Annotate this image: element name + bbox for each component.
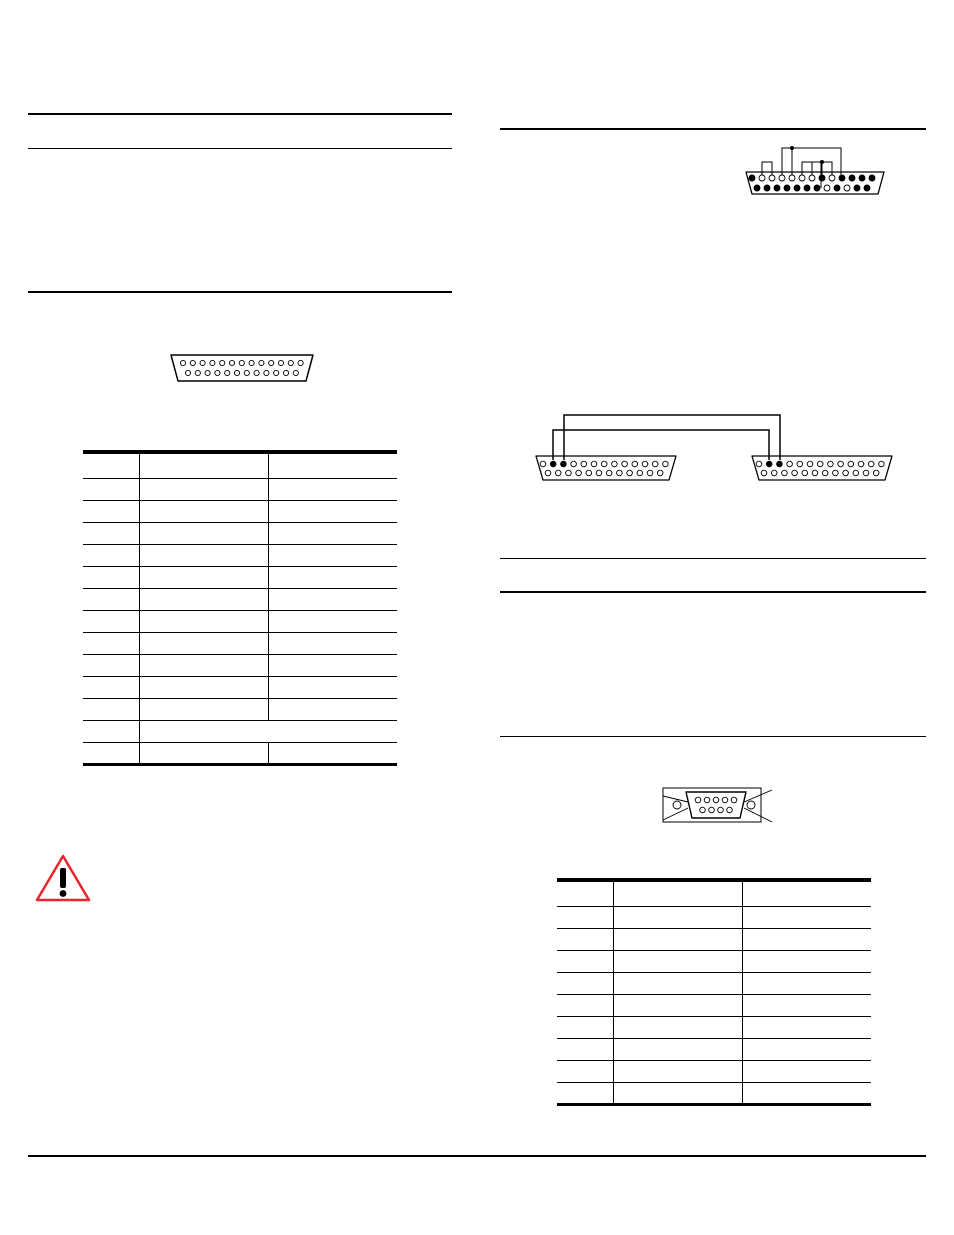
connector-pin bbox=[779, 175, 785, 181]
signal-cell bbox=[139, 743, 268, 765]
table-row bbox=[83, 523, 397, 545]
signal-cell bbox=[139, 479, 268, 501]
signal-cell bbox=[613, 907, 742, 929]
connector-pin bbox=[652, 461, 658, 467]
connector-pin bbox=[792, 470, 798, 476]
connector-pin bbox=[819, 175, 825, 181]
connector-pin bbox=[807, 461, 813, 467]
connector-pin bbox=[288, 360, 293, 365]
header-cell bbox=[268, 452, 397, 479]
section-rule bbox=[28, 113, 452, 115]
description-cell bbox=[742, 1039, 871, 1061]
connector-pin bbox=[200, 360, 205, 365]
connector-pin bbox=[848, 461, 854, 467]
connector-pin bbox=[606, 470, 612, 476]
connector-pin bbox=[234, 370, 239, 375]
signal-cell bbox=[139, 567, 268, 589]
connector-pin bbox=[695, 797, 701, 803]
table-row bbox=[557, 995, 871, 1017]
description-cell bbox=[268, 523, 397, 545]
connector-pin bbox=[838, 461, 844, 467]
connector-pin bbox=[215, 370, 220, 375]
pin-cell bbox=[83, 523, 139, 545]
footer-rule bbox=[28, 1155, 926, 1157]
connector-pin bbox=[622, 461, 628, 467]
pin-cell bbox=[83, 677, 139, 699]
connector-pin bbox=[637, 470, 643, 476]
pin-cell bbox=[83, 655, 139, 677]
description-cell bbox=[268, 677, 397, 699]
connector-pin bbox=[812, 470, 818, 476]
table-row bbox=[83, 479, 397, 501]
connector-pin bbox=[657, 470, 663, 476]
connector-pin bbox=[249, 360, 254, 365]
connector-pin bbox=[794, 185, 800, 191]
connector-pin bbox=[293, 370, 298, 375]
db25-connector-diagram bbox=[168, 352, 316, 386]
pin-cell bbox=[83, 633, 139, 655]
connector-pin bbox=[709, 807, 715, 813]
null-modem-cable-diagram bbox=[530, 408, 900, 484]
table-header-row bbox=[83, 452, 397, 479]
connector-pin bbox=[754, 185, 760, 191]
description-cell bbox=[742, 995, 871, 1017]
connector-pin bbox=[617, 470, 623, 476]
pinout-table-db9 bbox=[557, 878, 871, 1106]
signal-cell bbox=[139, 655, 268, 677]
connector-pin bbox=[844, 185, 850, 191]
connector-pin bbox=[555, 470, 561, 476]
pin-cell bbox=[83, 699, 139, 721]
table-row bbox=[83, 589, 397, 611]
connector-pin bbox=[283, 370, 288, 375]
section-rule bbox=[28, 291, 452, 293]
connector-pin bbox=[756, 461, 762, 467]
connector-pin bbox=[576, 470, 582, 476]
table-row bbox=[83, 501, 397, 523]
connector-pin bbox=[853, 470, 859, 476]
description-cell bbox=[742, 1083, 871, 1105]
table-row bbox=[83, 677, 397, 699]
connector-pin bbox=[769, 175, 775, 181]
connector-pin bbox=[784, 185, 790, 191]
connector-pin bbox=[704, 797, 710, 803]
table-row bbox=[557, 951, 871, 973]
description-cell bbox=[742, 907, 871, 929]
description-cell bbox=[268, 611, 397, 633]
connector-pin bbox=[759, 175, 765, 181]
connector-pin bbox=[220, 360, 225, 365]
connector-pin bbox=[627, 470, 633, 476]
connector-pin bbox=[873, 470, 879, 476]
connector-pin bbox=[571, 461, 577, 467]
signal-cell bbox=[139, 677, 268, 699]
pinout-table-db25 bbox=[83, 450, 397, 766]
connector-pin bbox=[771, 470, 777, 476]
connector-pin bbox=[799, 175, 805, 181]
signal-cell bbox=[613, 929, 742, 951]
connector-pin bbox=[777, 461, 783, 467]
connector-pin bbox=[632, 461, 638, 467]
pin-cell bbox=[83, 611, 139, 633]
connector-pin bbox=[766, 461, 772, 467]
connector-pin bbox=[190, 360, 195, 365]
pin-cell bbox=[557, 1083, 613, 1105]
signal-cell bbox=[613, 1039, 742, 1061]
pin-cell bbox=[83, 567, 139, 589]
signal-cell bbox=[139, 633, 268, 655]
signal-cell bbox=[613, 995, 742, 1017]
connector-pin bbox=[849, 175, 855, 181]
description-cell bbox=[268, 567, 397, 589]
table-row bbox=[83, 633, 397, 655]
connector-pin bbox=[586, 470, 592, 476]
table-row bbox=[557, 907, 871, 929]
connector-pin bbox=[591, 461, 597, 467]
signal-cell bbox=[139, 611, 268, 633]
connector-pin bbox=[269, 360, 274, 365]
connector-pin bbox=[869, 175, 875, 181]
connector-pin bbox=[774, 185, 780, 191]
connector-pin bbox=[822, 470, 828, 476]
connector-pin bbox=[761, 470, 767, 476]
pin-cell bbox=[557, 929, 613, 951]
connector-pin bbox=[254, 370, 259, 375]
pin-cell bbox=[557, 973, 613, 995]
table-row bbox=[83, 545, 397, 567]
description-cell bbox=[742, 951, 871, 973]
table-row bbox=[83, 655, 397, 677]
connector-pin bbox=[879, 461, 885, 467]
header-cell bbox=[139, 452, 268, 479]
description-cell bbox=[742, 1017, 871, 1039]
merged-cell bbox=[139, 721, 397, 743]
description-cell bbox=[742, 1061, 871, 1083]
connector-pin bbox=[264, 370, 269, 375]
connector-pin bbox=[817, 461, 823, 467]
connector-pin bbox=[749, 175, 755, 181]
pin-cell bbox=[557, 995, 613, 1017]
connector-pin bbox=[612, 461, 618, 467]
connector-pin bbox=[239, 360, 244, 365]
pin-cell bbox=[83, 743, 139, 765]
header-cell bbox=[613, 880, 742, 907]
connector-pin bbox=[814, 185, 820, 191]
connector-pin bbox=[663, 461, 669, 467]
connector-pin bbox=[782, 470, 788, 476]
pin-cell bbox=[83, 501, 139, 523]
connector-pin bbox=[829, 175, 835, 181]
pin-cell bbox=[83, 721, 139, 743]
connector-pin bbox=[764, 185, 770, 191]
description-cell bbox=[268, 545, 397, 567]
table-row bbox=[83, 567, 397, 589]
connector-pin bbox=[834, 185, 840, 191]
connector-pin bbox=[229, 360, 234, 365]
table-header-row bbox=[557, 880, 871, 907]
connector-pin bbox=[809, 175, 815, 181]
pin-cell bbox=[83, 479, 139, 501]
connector-pin bbox=[210, 360, 215, 365]
pin-cell bbox=[557, 1061, 613, 1083]
table-row bbox=[83, 743, 397, 765]
connector-pin bbox=[858, 461, 864, 467]
connector-pin bbox=[727, 807, 733, 813]
table-row bbox=[557, 1061, 871, 1083]
section-rule bbox=[500, 558, 926, 559]
description-cell bbox=[268, 655, 397, 677]
pin-cell bbox=[83, 589, 139, 611]
connector-pin bbox=[843, 470, 849, 476]
connector-pin bbox=[839, 175, 845, 181]
description-cell bbox=[268, 589, 397, 611]
connector-pin bbox=[180, 360, 185, 365]
connector-pin bbox=[647, 470, 653, 476]
signal-cell bbox=[613, 1061, 742, 1083]
header-cell bbox=[557, 880, 613, 907]
connector-pin bbox=[824, 185, 830, 191]
connector-pin bbox=[259, 360, 264, 365]
signal-cell bbox=[613, 951, 742, 973]
signal-cell bbox=[139, 523, 268, 545]
connector-pin bbox=[550, 461, 556, 467]
warning-triangle-icon bbox=[34, 853, 92, 903]
connector-pin bbox=[278, 360, 283, 365]
description-cell bbox=[742, 929, 871, 951]
connector-pin bbox=[868, 461, 874, 467]
connector-pin bbox=[718, 807, 724, 813]
connector-pin bbox=[700, 807, 706, 813]
connector-pin bbox=[828, 461, 834, 467]
connector-pin bbox=[642, 461, 648, 467]
connector-pin bbox=[797, 461, 803, 467]
connector-pin bbox=[787, 461, 793, 467]
table-row bbox=[83, 721, 397, 743]
description-cell bbox=[268, 633, 397, 655]
connector-pin bbox=[244, 370, 249, 375]
table-row bbox=[557, 1083, 871, 1105]
connector-pin bbox=[540, 461, 546, 467]
signal-cell bbox=[139, 501, 268, 523]
table-row bbox=[83, 611, 397, 633]
connector-pin bbox=[802, 470, 808, 476]
loopback-plug-diagram bbox=[738, 140, 890, 200]
connector-pin bbox=[205, 370, 210, 375]
table-row bbox=[557, 929, 871, 951]
section-rule bbox=[28, 148, 452, 149]
connector-pin bbox=[601, 461, 607, 467]
signal-cell bbox=[139, 545, 268, 567]
signal-cell bbox=[613, 1083, 742, 1105]
connector-pin bbox=[195, 370, 200, 375]
connector-pin bbox=[545, 470, 551, 476]
table-row bbox=[557, 1017, 871, 1039]
pin-cell bbox=[557, 951, 613, 973]
description-cell bbox=[268, 479, 397, 501]
pin-cell bbox=[83, 545, 139, 567]
table-row bbox=[557, 1039, 871, 1061]
connector-pin bbox=[274, 370, 279, 375]
connector-pin bbox=[713, 797, 719, 803]
description-cell bbox=[742, 973, 871, 995]
description-cell bbox=[268, 699, 397, 721]
connector-pin bbox=[561, 461, 567, 467]
connector-pin bbox=[864, 185, 870, 191]
signal-cell bbox=[139, 589, 268, 611]
section-rule bbox=[500, 736, 926, 737]
connector-pin bbox=[596, 470, 602, 476]
connector-pin bbox=[298, 360, 303, 365]
connector-pin bbox=[731, 797, 737, 803]
description-cell bbox=[268, 501, 397, 523]
section-rule bbox=[500, 591, 926, 593]
connector-pin bbox=[859, 175, 865, 181]
connector-pin bbox=[833, 470, 839, 476]
db9-connector-diagram bbox=[660, 784, 774, 826]
table-row bbox=[83, 699, 397, 721]
connector-pin bbox=[225, 370, 230, 375]
section-rule bbox=[500, 128, 926, 130]
connector-pin bbox=[863, 470, 869, 476]
signal-cell bbox=[613, 1017, 742, 1039]
header-cell bbox=[83, 452, 139, 479]
connector-pin bbox=[722, 797, 728, 803]
pin-cell bbox=[557, 907, 613, 929]
description-cell bbox=[268, 743, 397, 765]
connector-pin bbox=[789, 175, 795, 181]
connector-pin bbox=[854, 185, 860, 191]
connector-pin bbox=[581, 461, 587, 467]
connector-pin bbox=[804, 185, 810, 191]
signal-cell bbox=[139, 699, 268, 721]
pin-cell bbox=[557, 1017, 613, 1039]
pin-cell bbox=[557, 1039, 613, 1061]
connector-pin bbox=[185, 370, 190, 375]
table-row bbox=[557, 973, 871, 995]
connector-pin bbox=[566, 470, 572, 476]
header-cell bbox=[742, 880, 871, 907]
signal-cell bbox=[613, 973, 742, 995]
